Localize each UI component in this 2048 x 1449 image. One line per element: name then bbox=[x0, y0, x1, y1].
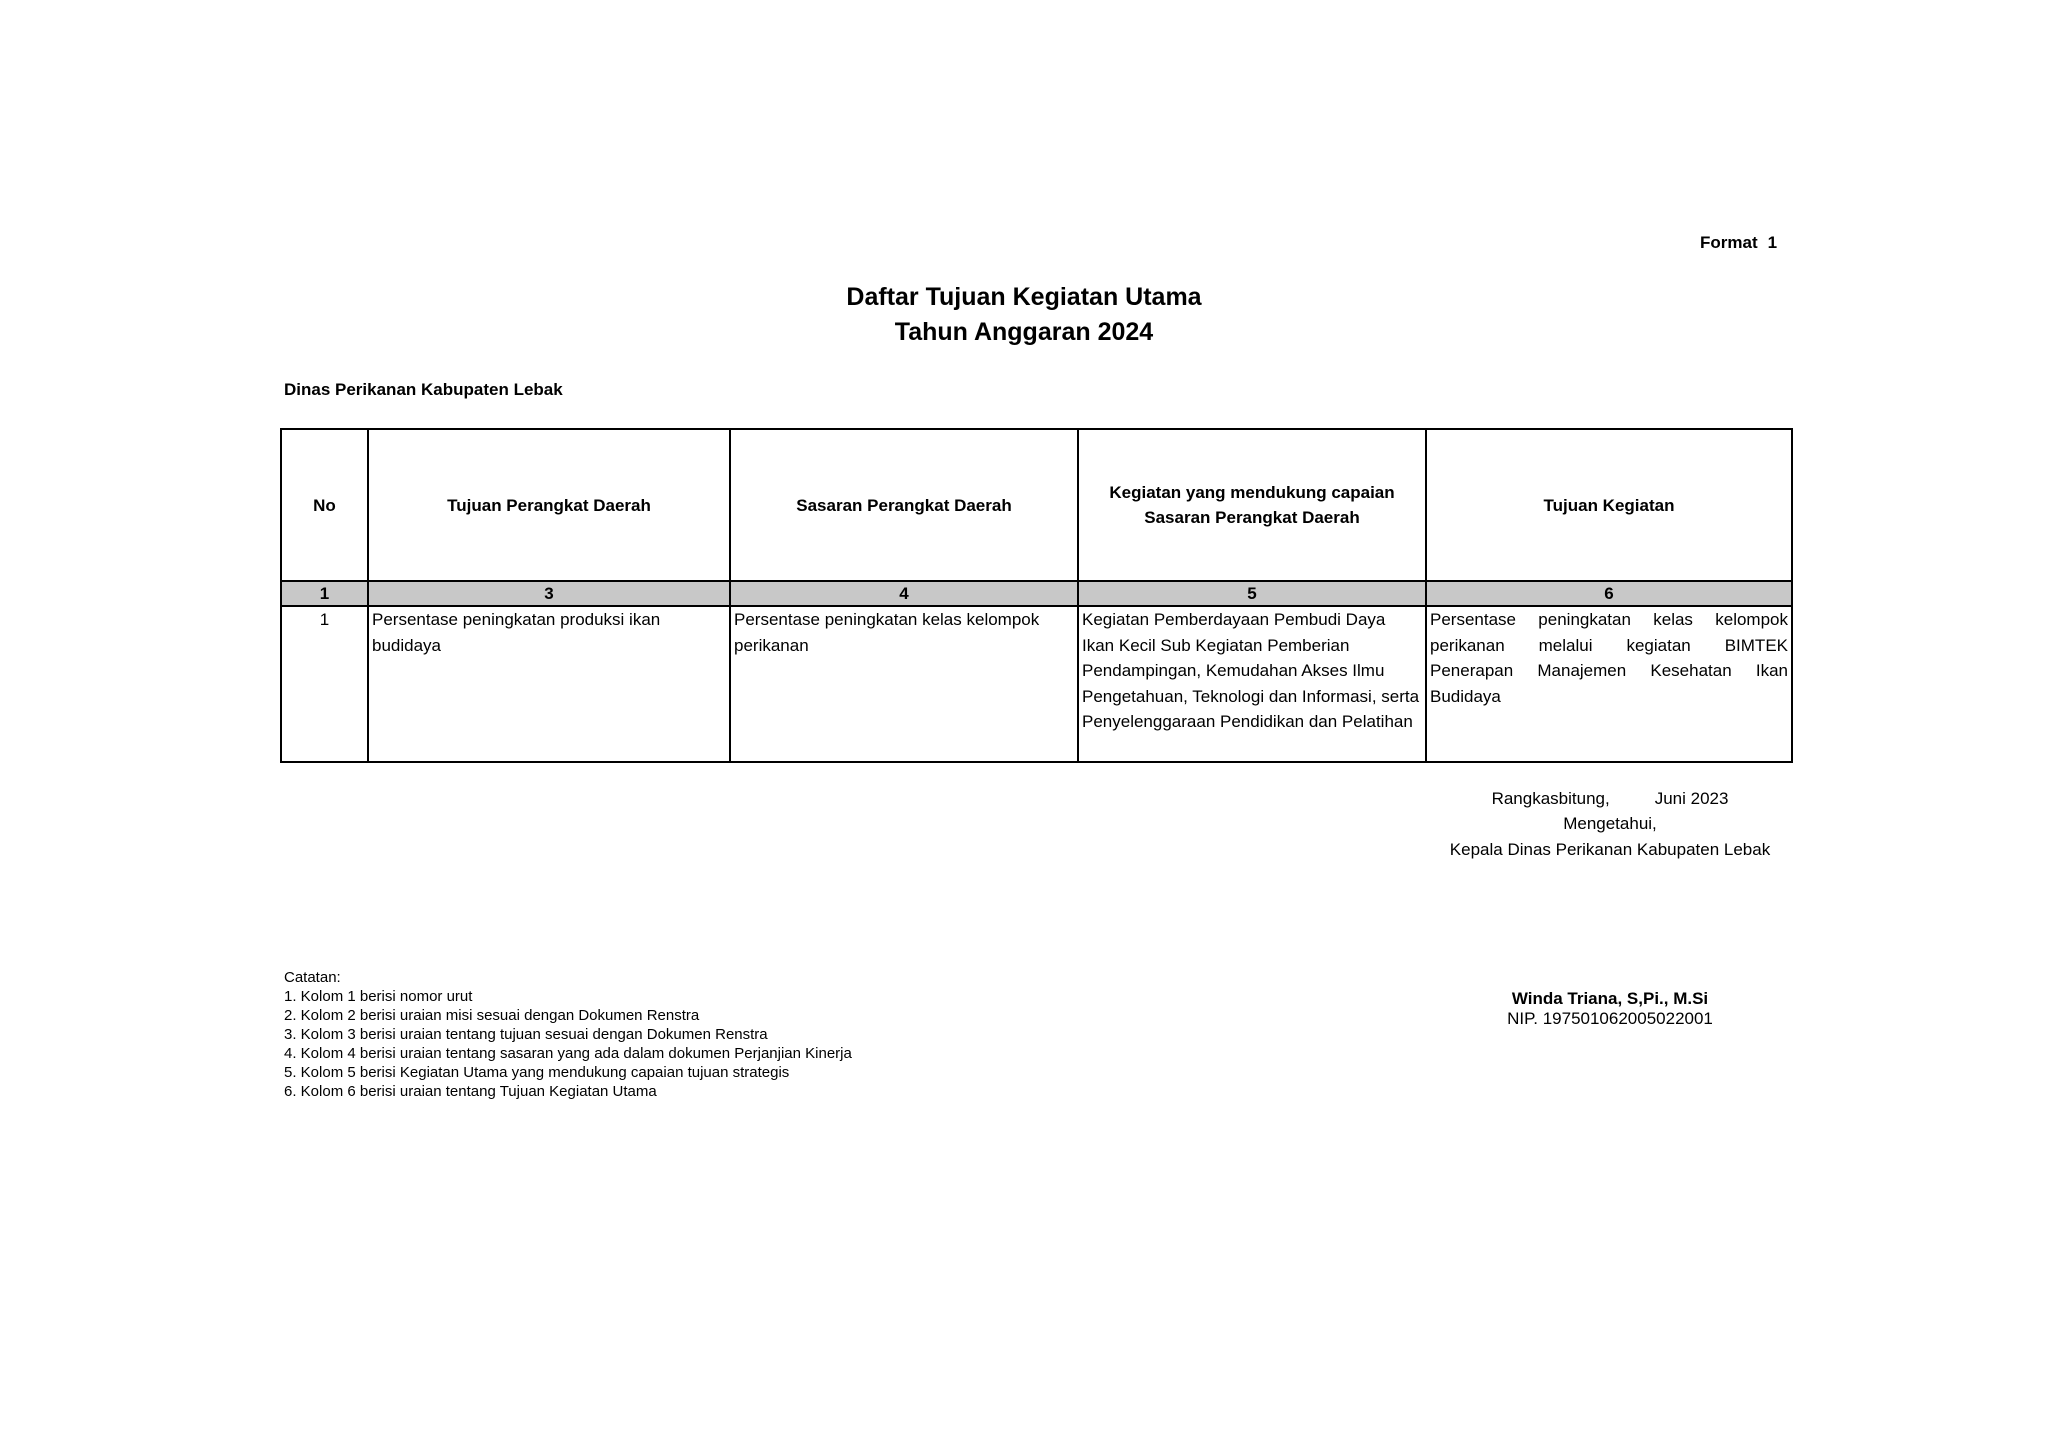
format-text: Format bbox=[1700, 233, 1758, 252]
header-tujuan-kegiatan: Tujuan Kegiatan bbox=[1426, 429, 1792, 581]
cell-tujuan-kegiatan: Persentase peningkatan kelas kelompok perikanan melalui kegiatan BIMTEK Penerapan Manajemen Kesehatan Ikan Budidaya bbox=[1426, 606, 1792, 762]
header-sasaran-perangkat-daerah: Sasaran Perangkat Daerah bbox=[730, 429, 1078, 581]
header-tujuan-perangkat-daerah: Tujuan Perangkat Daerah bbox=[368, 429, 730, 581]
note-item: 5. Kolom 5 berisi Kegiatan Utama yang mendukung capaian tujuan strategis bbox=[284, 1064, 790, 1081]
cell-no: 1 bbox=[281, 606, 368, 762]
note-item: 3. Kolom 3 berisi uraian tentang tujuan sesuai dengan Dokumen Renstra bbox=[284, 1026, 768, 1043]
signature-place: Rangkasbitung, bbox=[1491, 789, 1610, 808]
header-no: No bbox=[281, 429, 368, 581]
note-item: 1. Kolom 1 berisi nomor urut bbox=[284, 988, 473, 1005]
table-row bbox=[281, 606, 1792, 762]
column-number: 4 bbox=[730, 581, 1078, 606]
note-item: 2. Kolom 2 berisi uraian misi sesuai dengan Dokumen Renstra bbox=[284, 1007, 700, 1024]
signature-acknowledged: Mengetahui, bbox=[1563, 814, 1657, 833]
column-number-row bbox=[281, 581, 1792, 606]
signature-date: Juni 2023 bbox=[1654, 789, 1729, 808]
signature-position: Kepala Dinas Perikanan Kabupaten Lebak bbox=[1449, 840, 1771, 859]
goals-table bbox=[280, 428, 1793, 763]
cell-tujuan-perangkat-daerah: Persentase peningkatan produksi ikan budidaya bbox=[368, 606, 730, 762]
organization-name: Dinas Perikanan Kabupaten Lebak bbox=[284, 380, 563, 399]
note-item: 6. Kolom 6 berisi uraian tentang Tujuan Kegiatan Utama bbox=[284, 1083, 657, 1100]
notes-section bbox=[284, 968, 852, 1101]
document-subtitle: Tahun Anggaran 2024 bbox=[894, 318, 1154, 346]
document-title: Daftar Tujuan Kegiatan Utama bbox=[846, 283, 1202, 311]
format-number: 1 bbox=[1767, 233, 1778, 252]
note-item: 4. Kolom 4 berisi uraian tentang sasaran yang ada dalam dokumen Perjanjian Kinerja bbox=[284, 1045, 852, 1062]
format-label bbox=[1700, 233, 1790, 253]
column-number: 5 bbox=[1078, 581, 1426, 606]
signatory-nip: NIP. 197501062005022001 bbox=[1507, 1009, 1713, 1028]
signature-place-date bbox=[1380, 789, 1840, 809]
table-header-row bbox=[281, 429, 1792, 581]
header-kegiatan: Kegiatan yang mendukung capaian Sasaran Perangkat Daerah bbox=[1078, 429, 1426, 581]
notes-heading: Catatan: bbox=[284, 969, 341, 986]
column-number: 6 bbox=[1426, 581, 1792, 606]
cell-sasaran-perangkat-daerah: Persentase peningkatan kelas kelompok perikanan bbox=[730, 606, 1078, 762]
cell-kegiatan: Kegiatan Pemberdayaan Pembudi Daya Ikan Kecil Sub Kegiatan Pemberian Pendampingan, Kemudahan Akses Ilmu Pengetahuan, Teknologi dan Informasi, serta Penyelenggaraan Pendidikan dan Pelatihan bbox=[1078, 606, 1426, 762]
signatory-name: Winda Triana, S,Pi., M.Si bbox=[1511, 989, 1709, 1008]
column-number: 3 bbox=[368, 581, 730, 606]
column-number: 1 bbox=[281, 581, 368, 606]
